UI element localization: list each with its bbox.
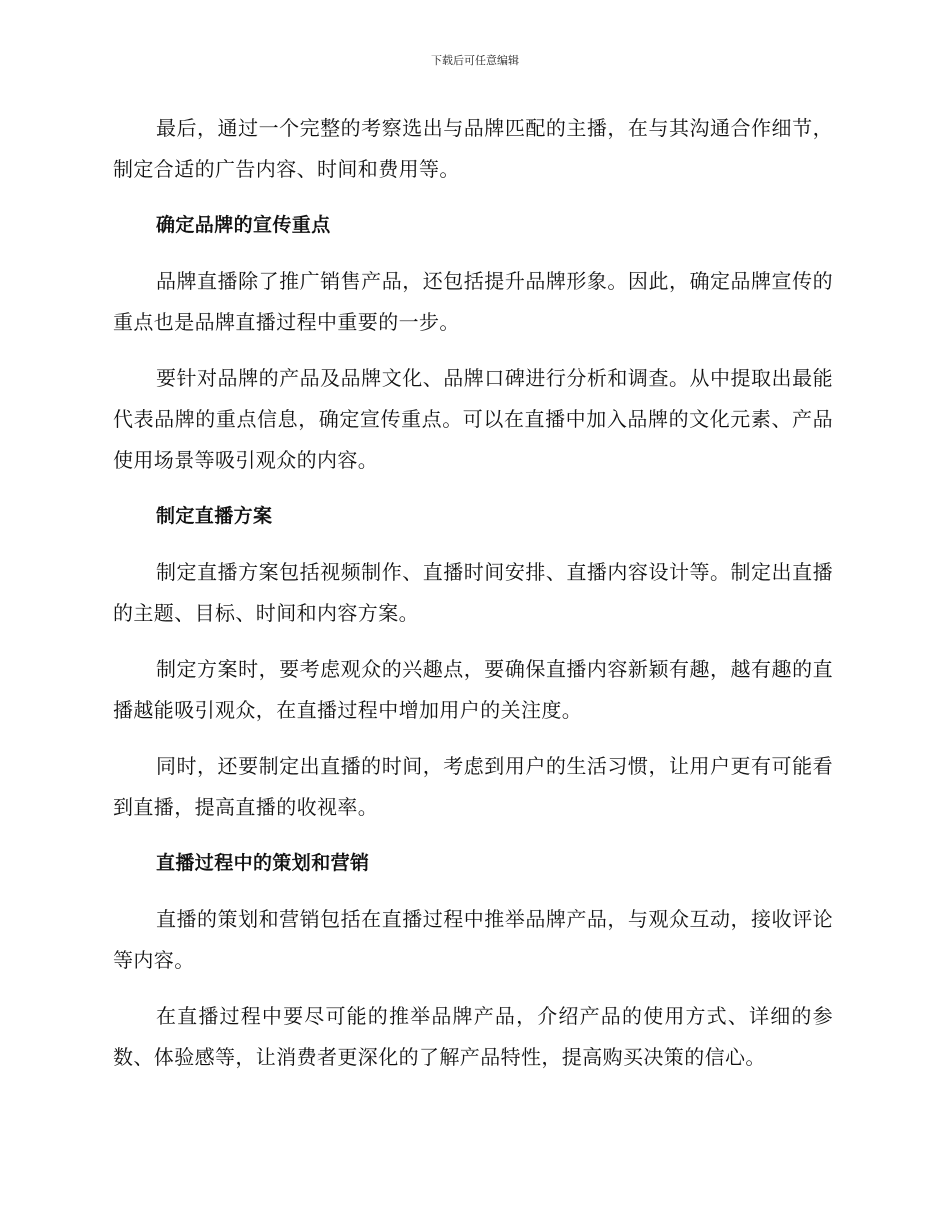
paragraph-brand-analysis: 要针对品牌的产品及品牌文化、品牌口碑进行分析和调查。从中提取出最能代表品牌的重点信息，确定宣传重点。可以在直播中加入品牌的文化元素、产品使用场景等吸引观众的内容。 [113, 366, 833, 472]
page-header-note: 下载后可任意编辑 [431, 54, 519, 67]
paragraph-plan-interest: 制定方案时，要考虑观众的兴趣点，要确保直播内容新颖有趣，越有趣的直播越能吸引观众，在直播过程中增加用户的关注度。 [113, 657, 833, 722]
paragraph-plan-timing: 同时，还要制定出直播的时间，考虑到用户的生活习惯，让用户更有可能看到直播，提高直播的收视率。 [113, 754, 833, 819]
paragraph-brand-image: 品牌直播除了推广销售产品，还包括提升品牌形象。因此，确定品牌宣传的重点也是品牌直播过程中重要的一步。 [113, 269, 833, 334]
document-body [113, 108, 833, 1093]
paragraph-marketing-promotion: 在直播过程中要尽可能的推举品牌产品，介绍产品的使用方式、详细的参数、体验感等，让消费者更深化的了解产品特性，提高购买决策的信心。 [113, 1004, 833, 1069]
paragraph-closing-selection: 最后，通过一个完整的考察选出与品牌匹配的主播，在与其沟通合作细节，制定合适的广告内容、时间和费用等。 [113, 116, 833, 181]
section-heading-live-marketing: 直播过程中的策划和营销 [156, 852, 370, 874]
section-heading-live-plan: 制定直播方案 [156, 505, 273, 527]
paragraph-marketing-overview: 直播的策划和营销包括在直播过程中推举品牌产品，与观众互动，接收评论等内容。 [113, 907, 833, 972]
paragraph-plan-contents: 制定直播方案包括视频制作、直播时间安排、直播内容设计等。制定出直播的主题、目标、时间和内容方案。 [113, 560, 833, 625]
section-heading-brand-focus: 确定品牌的宣传重点 [156, 214, 331, 236]
